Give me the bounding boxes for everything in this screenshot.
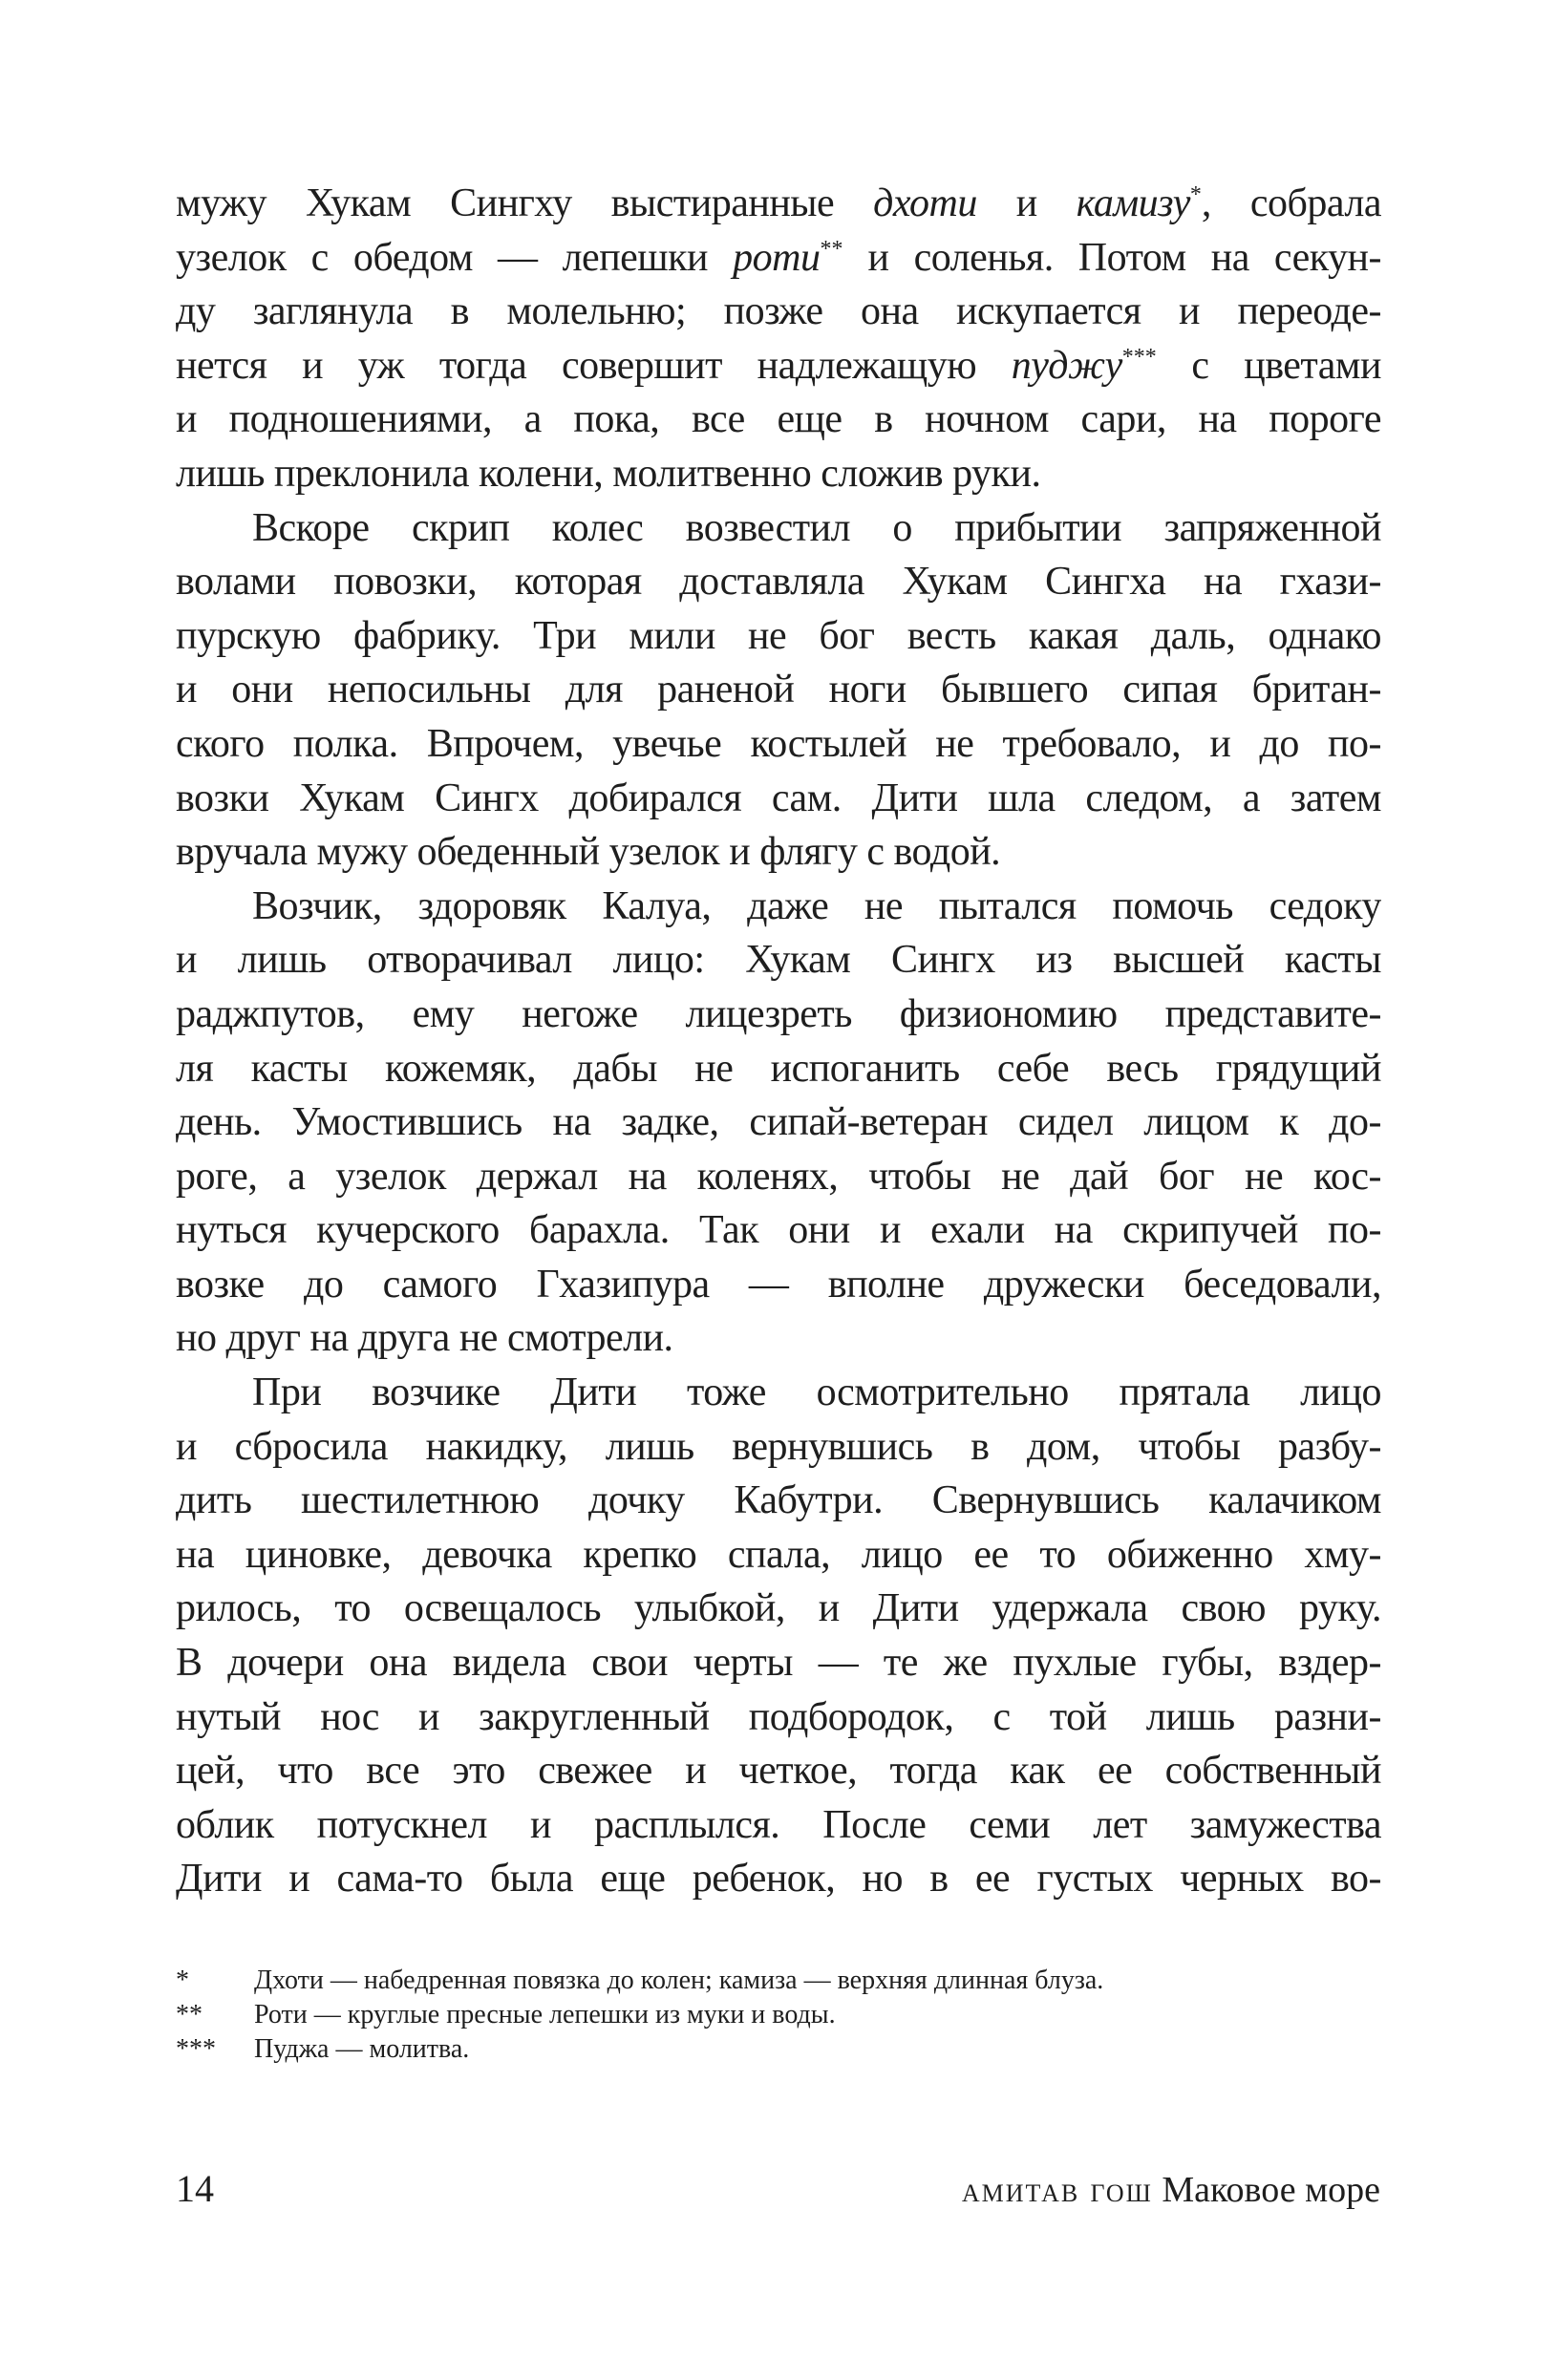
text-line bbox=[176, 1528, 1381, 1583]
text-segment: , собрала bbox=[1201, 181, 1381, 225]
text-segment: При возчике Дити тоже осмотрительно прятала лицо bbox=[252, 1371, 1381, 1415]
text-segment: и они непосильны для раненой ноги бывшего сипая британ- bbox=[176, 668, 1381, 712]
text-line bbox=[176, 772, 1381, 826]
text-segment: но друг на друга не смотрели. bbox=[176, 1316, 673, 1361]
text-line bbox=[176, 1636, 1381, 1690]
text-line bbox=[176, 1366, 1381, 1420]
text-line bbox=[176, 285, 1381, 339]
italic-term: дхоти bbox=[873, 181, 977, 225]
text-line bbox=[176, 933, 1381, 988]
text-segment: ского полка. Впрочем, увечье костылей не требовало, и до по- bbox=[176, 721, 1381, 766]
text-segment: ля касты кожемяк, дабы не испоганить себе весь грядущий bbox=[176, 1046, 1381, 1091]
text-segment: пурскую фабрику. Три мили не бог весть какая даль, однако bbox=[176, 613, 1381, 658]
text-segment: облик потускнел и расплылся. После семи лет замужества bbox=[176, 1802, 1381, 1847]
running-title-book: Маковое море bbox=[1162, 2170, 1380, 2210]
text-segment: на циновке, девочка крепко спала, лицо ее то обиженно хму- bbox=[176, 1532, 1381, 1577]
text-line bbox=[176, 1150, 1381, 1204]
page-number: 14 bbox=[176, 2167, 214, 2210]
text-segment: и сбросила накидку, лишь вернувшись в дом, чтобы разбу- bbox=[176, 1424, 1381, 1469]
text-segment: дить шестилетнюю дочку Кабутри. Свернувшись калачиком bbox=[176, 1478, 1381, 1523]
text-segment: лишь преклонила колени, молитвенно сложив руки. bbox=[176, 451, 1041, 496]
footnote-text: Роти — круглые пресные лепешки из муки и воды. bbox=[254, 2000, 836, 2029]
text-segment: день. Умостившись на задке, сипай-ветеран сидел лицом к до- bbox=[176, 1100, 1381, 1145]
text-line bbox=[176, 231, 1381, 286]
text-segment: В дочери она видела свои черты — те же пухлые губы, вздер- bbox=[176, 1641, 1381, 1686]
footnote-reference: * bbox=[1189, 182, 1202, 207]
text-segment: вручала мужу обеденный узелок и флягу с водой. bbox=[176, 830, 1001, 875]
text-line bbox=[176, 880, 1381, 934]
text-line bbox=[176, 1258, 1381, 1312]
text-line bbox=[176, 825, 1381, 880]
running-title-author: амитав гош bbox=[961, 2171, 1153, 2210]
text-line bbox=[176, 177, 1381, 231]
text-line bbox=[176, 717, 1381, 772]
text-segment: ду заглянула в молельню; позже она искупается и переоде- bbox=[176, 289, 1381, 334]
footnote-row bbox=[176, 1964, 1381, 1998]
running-title bbox=[962, 2169, 1380, 2211]
text-segment: возки Хукам Сингх добирался сам. Дити шла следом, а затем bbox=[176, 776, 1381, 820]
footnote-reference: *** bbox=[1121, 344, 1157, 370]
page-footer bbox=[176, 2166, 1380, 2211]
paragraph bbox=[176, 880, 1381, 1366]
text-segment: Дити и сама-то была еще ребенок, но в ее густых черных во- bbox=[176, 1857, 1381, 1902]
footnote-marker: ** bbox=[176, 2000, 203, 2029]
text-segment: и bbox=[976, 181, 1077, 225]
text-line bbox=[176, 501, 1381, 556]
italic-term: пуджу bbox=[1011, 343, 1122, 388]
text-line bbox=[176, 988, 1381, 1042]
text-line bbox=[176, 1798, 1381, 1853]
footnote-reference: ** bbox=[820, 236, 843, 262]
text-line bbox=[176, 1203, 1381, 1258]
paragraph bbox=[176, 177, 1381, 501]
paragraph bbox=[176, 501, 1381, 880]
text-line bbox=[176, 609, 1381, 664]
text-line bbox=[176, 1744, 1381, 1798]
italic-term: роти bbox=[733, 235, 821, 280]
text-segment: рилось, то освещалось улыбкой, и Дити удержала свою руку. bbox=[176, 1586, 1381, 1631]
footnote-text: Пуджа — молитва. bbox=[254, 2034, 470, 2064]
text-line bbox=[176, 339, 1381, 393]
footnote-marker: *** bbox=[176, 2034, 216, 2064]
text-line bbox=[176, 447, 1381, 501]
text-line bbox=[176, 393, 1381, 447]
text-segment: и лишь отворачивал лицо: Хукам Сингх из высшей касты bbox=[176, 938, 1381, 983]
text-line bbox=[176, 1474, 1381, 1528]
text-segment: и подношениями, а пока, все еще в ночном сари, на пороге bbox=[176, 397, 1381, 442]
text-line bbox=[176, 663, 1381, 717]
text-line bbox=[176, 555, 1381, 609]
text-line bbox=[176, 1042, 1381, 1096]
footnotes bbox=[176, 1964, 1381, 2067]
text-segment: с цветами bbox=[1156, 343, 1381, 388]
text-segment: нется и уж тогда совершит надлежащую bbox=[176, 343, 1012, 388]
text-line bbox=[176, 1582, 1381, 1636]
text-segment: и соленья. Потом на секун- bbox=[842, 235, 1381, 280]
text-line bbox=[176, 1690, 1381, 1745]
text-segment: мужу Хукам Сингху выстиранные bbox=[176, 181, 874, 225]
text-segment: Возчик, здоровяк Калуа, даже не пытался помочь седоку bbox=[252, 883, 1381, 928]
text-segment: возке до самого Гхазипура — вполне дружески беседовали, bbox=[176, 1262, 1381, 1307]
text-segment: раджпутов, ему негоже лицезреть физиономию представите- bbox=[176, 991, 1381, 1036]
text-segment: Вскоре скрип колес возвестил о прибытии запряженной bbox=[252, 505, 1381, 550]
footnote-marker: * bbox=[176, 1966, 189, 1995]
text-line bbox=[176, 1095, 1381, 1150]
text-segment: узелок с обедом — лепешки bbox=[176, 235, 734, 280]
paragraph bbox=[176, 1366, 1381, 1906]
footnote-row bbox=[176, 1998, 1381, 2032]
footnote-text: Дхоти — набедренная повязка до колен; камиза — верхняя длинная блуза. bbox=[254, 1966, 1104, 1995]
text-segment: нуться кучерского барахла. Так они и ехали на скрипучей по- bbox=[176, 1208, 1381, 1253]
text-segment: волами повозки, которая доставляла Хукам Сингха на гхази- bbox=[176, 560, 1381, 605]
body-text bbox=[176, 177, 1381, 1906]
text-line bbox=[176, 1420, 1381, 1475]
text-line bbox=[176, 1311, 1381, 1366]
text-segment: нутый нос и закругленный подбородок, с той лишь разни- bbox=[176, 1694, 1381, 1739]
text-line bbox=[176, 1852, 1381, 1906]
footnote-row bbox=[176, 2032, 1381, 2067]
text-segment: роге, а узелок держал на коленях, чтобы не дай бог не кос- bbox=[176, 1154, 1381, 1199]
text-segment: цей, что все это свежее и четкое, тогда как ее собственный bbox=[176, 1749, 1381, 1794]
italic-term: камизу bbox=[1076, 181, 1190, 225]
